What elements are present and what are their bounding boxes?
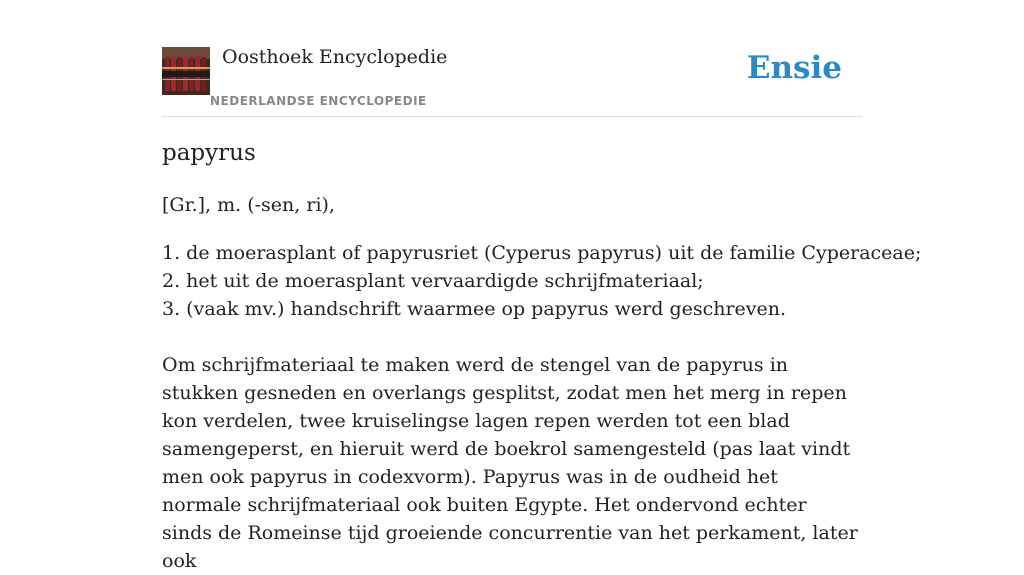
definition-item: 2. het uit de moerasplant vervaardigde schrijfmateriaal; bbox=[162, 270, 704, 292]
brand-logo[interactable]: Ensie bbox=[746, 50, 842, 86]
definition-list bbox=[162, 239, 921, 323]
entry-grammar: [Gr.], m. (-sen, ri), bbox=[162, 194, 335, 216]
site-title[interactable]: Oosthoek Encyclopedie bbox=[222, 46, 448, 68]
page-container bbox=[162, 0, 922, 572]
entry-headword: papyrus bbox=[162, 140, 256, 166]
site-subtitle: NEDERLANDSE ENCYCLOPEDIE bbox=[210, 94, 427, 108]
definition-item: 3. (vaak mv.) handschrift waarmee op papyrus werd geschreven. bbox=[162, 298, 787, 320]
book-spines-icon bbox=[162, 47, 210, 95]
encyclopedia-avatar[interactable] bbox=[162, 47, 210, 95]
definition-item: 1. de moerasplant of papyrusriet (Cyperus papyrus) uit de familie Cyperaceae; bbox=[162, 242, 922, 264]
entry-body: Om schrijfmateriaal te maken werd de stengel van de papyrus in stukken gesneden en overlangs gesplitst, zodat men het merg in repen kon verdelen, twee kruiselingse lagen repen werden tot een blad samengeperst, en hieruit werd de boekrol samengesteld (pas laat vindt men ook papyrus in codexvorm). Papyrus was in de oudheid het normale schrijfmateriaal ook buiten Egypte. Het ondervond echter sinds de Romeinse tijd groeiende concurrentie van het perkament, later ook bbox=[162, 354, 858, 572]
site-header bbox=[162, 0, 862, 117]
